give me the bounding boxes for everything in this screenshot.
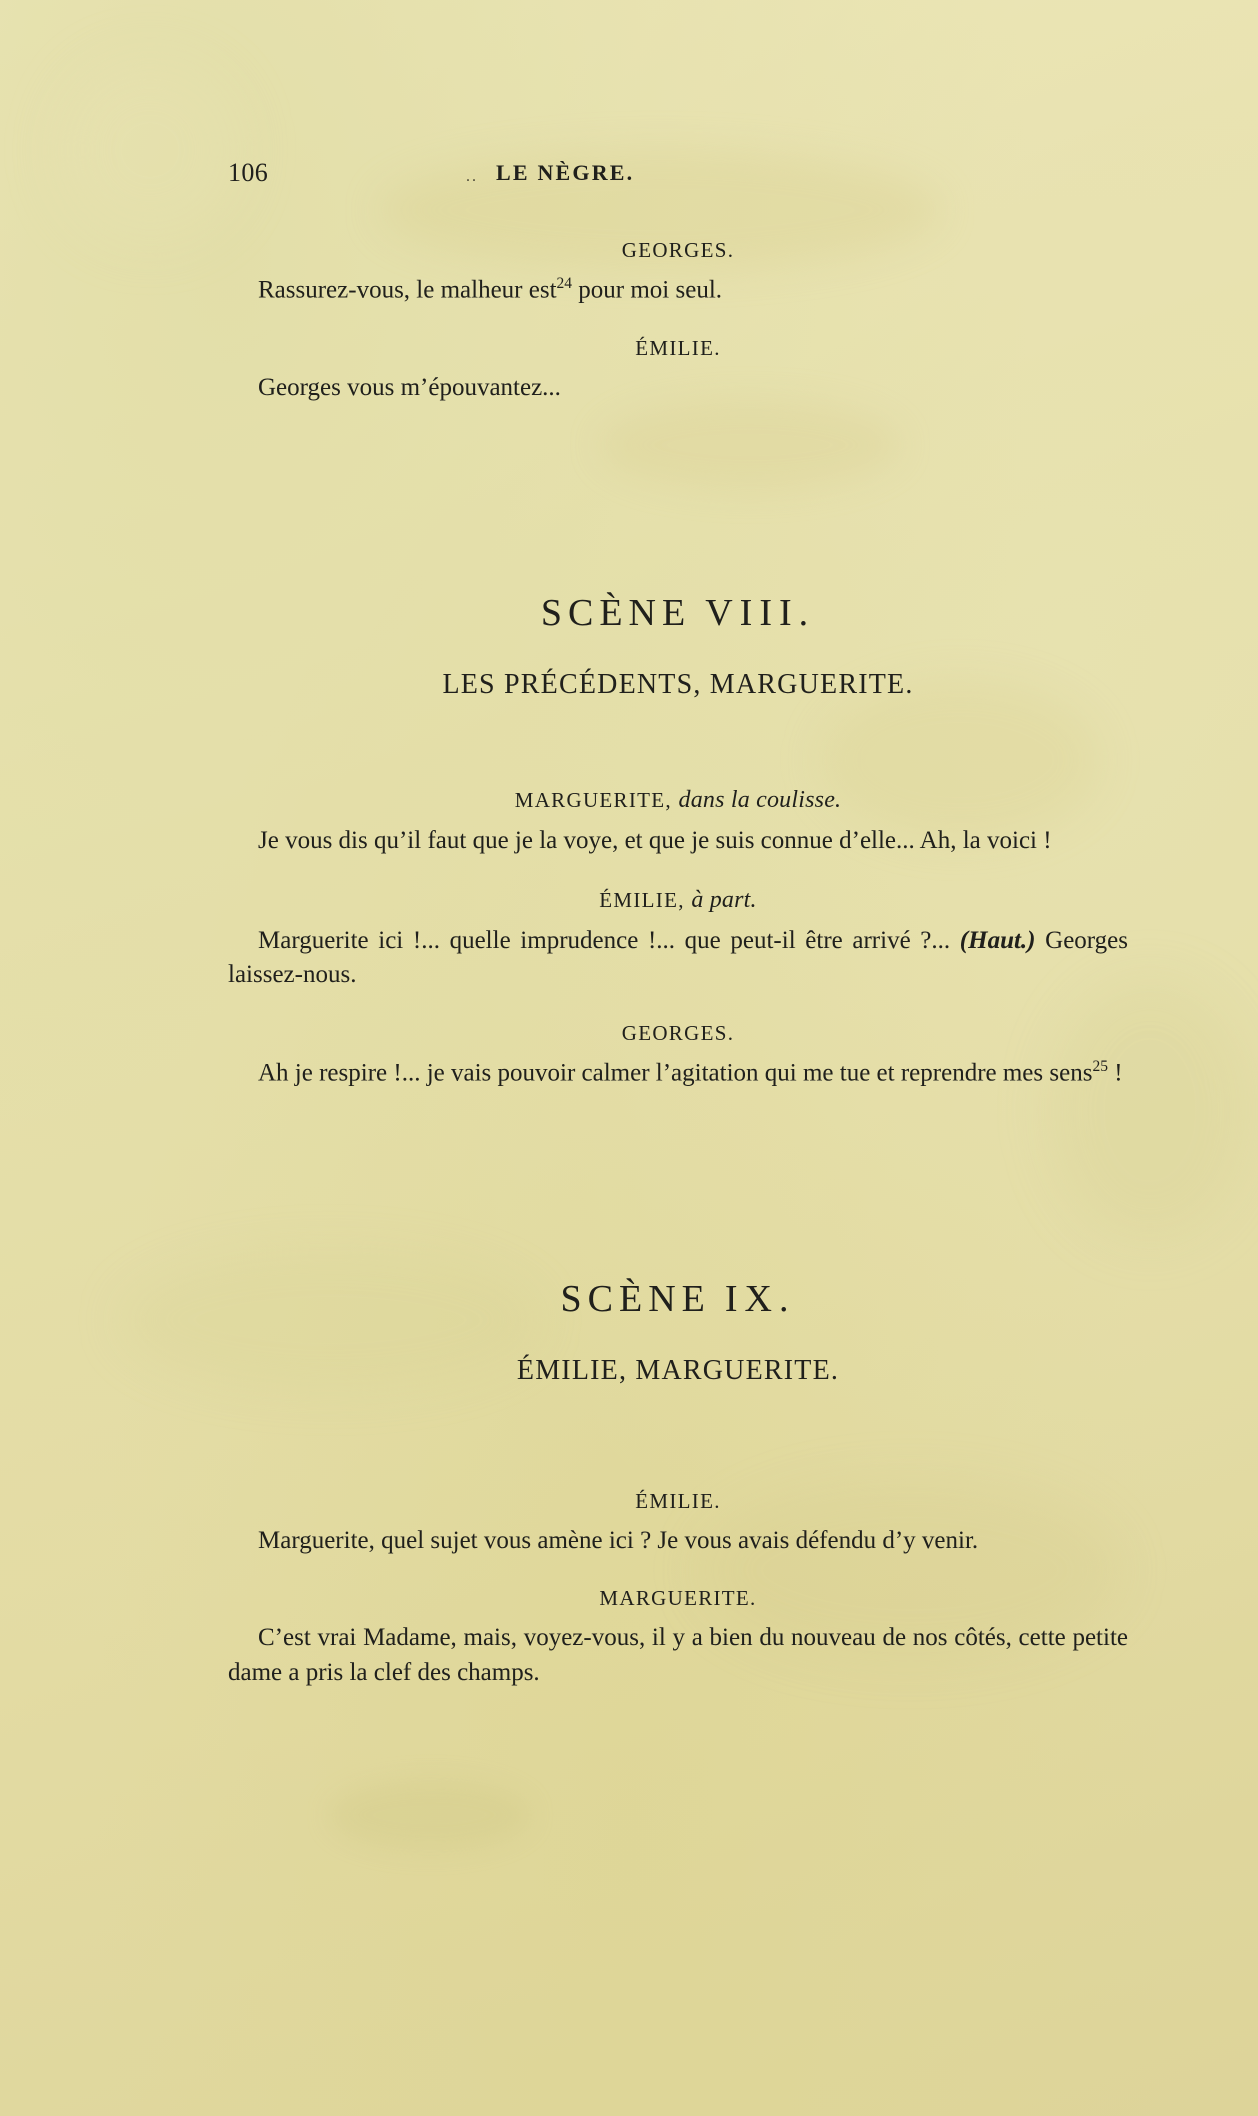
dialogue-line: Marguerite, quel sujet vous amène ici ? Je vous avais défendu d’y venir. xyxy=(258,1526,979,1554)
scene-cast-8: LES PRÉCÉDENTS, MARGUERITE. xyxy=(442,669,914,701)
scene-heading-9 xyxy=(228,1277,1128,1321)
speaker-name: MARGUERITE, xyxy=(514,788,672,813)
dialogue-text-before: Marguerite ici !... quelle imprudence !... que peut-il être arrivé ?... xyxy=(258,926,960,954)
scene-number: VIII. xyxy=(705,592,816,635)
speaker-name: MARGUERITE. xyxy=(599,1586,757,1611)
speaker-name: GEORGES. xyxy=(621,1020,735,1045)
dialogue-line: Je vous dis qu’il faut que je la voye, et que je suis connue d’elle... Ah, la voici ! xyxy=(258,827,1052,855)
scene-title-word: SCÈNE xyxy=(540,592,692,635)
speaker-label xyxy=(228,336,1128,361)
speaker-label xyxy=(228,1021,1128,1046)
scene-number: IX. xyxy=(724,1277,796,1320)
footnote-marker: 24 xyxy=(556,275,573,292)
speaker-name: GEORGES. xyxy=(621,238,735,262)
speaker-label xyxy=(228,1489,1128,1514)
running-head xyxy=(228,150,1128,198)
speaker-label xyxy=(228,1586,1128,1611)
speaker-label xyxy=(228,887,1128,914)
spacer xyxy=(228,411,1128,495)
stage-direction: dans la coulisse. xyxy=(678,787,842,814)
spacer xyxy=(228,1409,1128,1461)
stage-direction-inline: (Haut.) xyxy=(959,926,1036,954)
spacer xyxy=(228,1097,1128,1181)
head-dots: .. xyxy=(466,168,478,185)
scene-title-word: SCÈNE xyxy=(560,1277,711,1320)
paper-blotch xyxy=(330,1780,530,1850)
dialogue-line: C’est vrai Madame, mais, voyez-vous, il y a bien du nouveau de nos côtés, cette petite dame a pris la clef des champs. xyxy=(228,1624,1128,1686)
scene-cast-9: ÉMILIE, MARGUERITE. xyxy=(516,1354,840,1386)
speaker-name: ÉMILIE. xyxy=(635,1488,721,1513)
dialogue-text-after: Georges laissez-nous. xyxy=(228,926,1128,989)
dialogue-line: Rassurez-vous, le malheur est$^{24}$ pour moi seul. xyxy=(258,275,723,304)
speaker-label xyxy=(228,787,1128,814)
running-head-title: LE NÈGRE. xyxy=(496,160,635,185)
page-number: 106 xyxy=(228,158,269,187)
dialogue-line: Georges vous m’épouvantez... xyxy=(258,373,561,401)
speaker-label xyxy=(228,238,1128,263)
scene-heading-8 xyxy=(228,591,1128,635)
stage-direction: à part. xyxy=(691,886,757,913)
dialogue-line: Ah je respire !... je vais pouvoir calmer l’agitation qui me tue et reprendre mes sens$^{25}$ ! xyxy=(258,1057,1123,1087)
spacer xyxy=(228,723,1128,759)
dialogue-line xyxy=(228,924,1128,993)
speaker-name: ÉMILIE. xyxy=(635,335,721,360)
page-content xyxy=(228,150,1128,1696)
footnote-marker: 25 xyxy=(1092,1057,1108,1075)
paper-blotch xyxy=(60,60,240,240)
speaker-name: ÉMILIE, xyxy=(599,887,685,912)
